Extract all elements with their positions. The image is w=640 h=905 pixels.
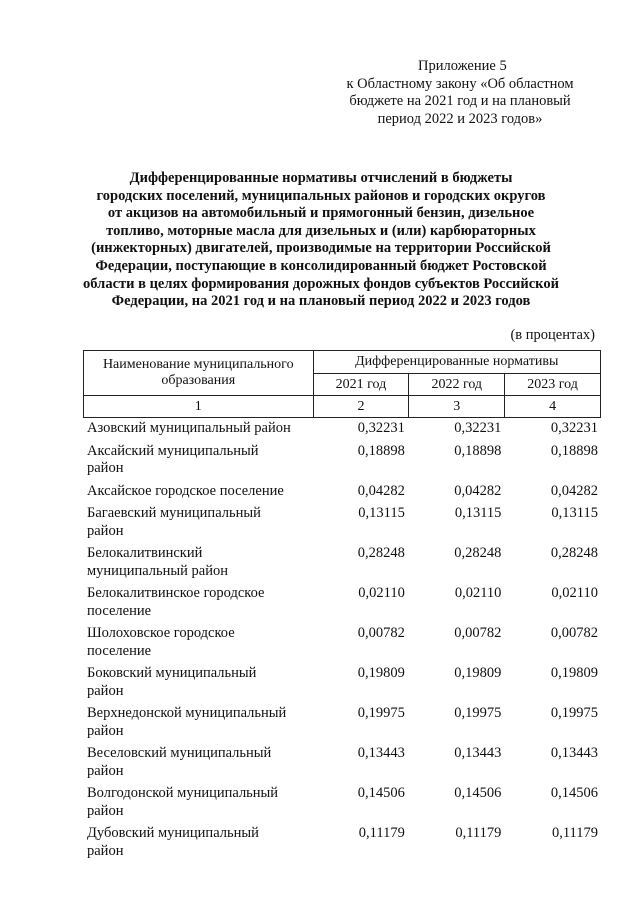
appendix-number: Приложение 5 bbox=[418, 58, 507, 74]
municipality-name bbox=[83, 825, 311, 865]
normative-value-2022: 0,32231 bbox=[454, 420, 502, 436]
municipality-name bbox=[83, 705, 311, 745]
municipality-name bbox=[83, 585, 311, 625]
municipality-name bbox=[83, 665, 311, 705]
col-number: 4 bbox=[505, 396, 601, 418]
appendix-line: период 2022 и 2023 годов» bbox=[377, 110, 543, 127]
municipality-name-line: район bbox=[87, 762, 124, 779]
table-row bbox=[83, 505, 601, 545]
normative-value-2021: 0,02110 bbox=[358, 585, 405, 601]
municipality-name-line: Белокалитвинский bbox=[87, 545, 203, 561]
municipality-name-line: Багаевский муниципальный bbox=[87, 505, 261, 521]
header-year-2023: 2023 год bbox=[505, 374, 601, 396]
normative-value-2023: 0,14506 bbox=[550, 785, 598, 801]
normative-value-2022: 0,13115 bbox=[454, 505, 502, 521]
document-title bbox=[78, 170, 564, 311]
header-name-cell bbox=[84, 351, 314, 396]
normative-value-2021: 0,18898 bbox=[357, 442, 405, 459]
municipality-name-line: Аксайский муниципальный bbox=[87, 442, 259, 459]
normative-value-2022: 0,02110 bbox=[454, 585, 502, 601]
col-number: 2 bbox=[313, 396, 409, 418]
normative-value-2021: 0,04282 bbox=[357, 482, 405, 499]
normative-value-2022: 0,19975 bbox=[454, 705, 502, 721]
table-row bbox=[83, 745, 601, 785]
municipality-name-line: Волгодонской муниципальный bbox=[87, 785, 279, 801]
normative-value-2022: 0,14506 bbox=[454, 785, 502, 801]
header-group-cell: Дифференцированные нормативы bbox=[313, 351, 600, 374]
normative-value-2023: 0,02110 bbox=[551, 585, 598, 601]
municipality-name-line: Боковский муниципальный bbox=[87, 665, 257, 681]
normative-value-2023: 0,13443 bbox=[550, 745, 598, 761]
title-line: области в целях формирования дорожных фондов субъектов Российской bbox=[83, 275, 559, 292]
col-number: 1 bbox=[84, 396, 314, 418]
table-row bbox=[83, 625, 601, 665]
table-row bbox=[83, 705, 601, 745]
municipality-name-line: район bbox=[87, 522, 124, 539]
table-row bbox=[83, 483, 601, 506]
municipality-name-line: район bbox=[87, 722, 124, 739]
normative-value-2022: 0,19809 bbox=[454, 665, 502, 681]
normative-value-2021: 0,11179 bbox=[358, 825, 405, 841]
table-body bbox=[83, 420, 601, 865]
normative-value-2021: 0,19809 bbox=[357, 665, 405, 681]
normative-value-2023: 0,28248 bbox=[550, 545, 598, 561]
table-header bbox=[83, 350, 601, 418]
municipality-name bbox=[83, 745, 311, 785]
col-number: 3 bbox=[409, 396, 505, 418]
header-year-2021: 2021 год bbox=[313, 374, 409, 396]
header-name-line: образования bbox=[161, 373, 236, 388]
normative-value-2023: 0,19809 bbox=[550, 665, 598, 681]
title-line: Федерации, на 2021 год и на плановый период 2022 и 2023 годов bbox=[111, 293, 531, 310]
units-label: (в процентах) bbox=[510, 327, 595, 343]
municipality-name-line: Белокалитвинское городское bbox=[87, 585, 265, 601]
normative-value-2023: 0,11179 bbox=[551, 825, 598, 841]
table-row bbox=[83, 545, 601, 585]
header-name-line: Наименование муниципального bbox=[102, 357, 294, 372]
municipality-name bbox=[83, 420, 311, 443]
normative-value-2022: 0,11179 bbox=[455, 825, 502, 841]
municipality-name-line: район bbox=[87, 460, 124, 476]
municipality-name bbox=[83, 443, 311, 483]
normative-value-2023: 0,13115 bbox=[551, 505, 598, 521]
normative-value-2022: 0,00782 bbox=[454, 625, 502, 641]
municipality-name bbox=[83, 625, 311, 665]
title-line: от акцизов на автомобильный и прямогонный бензин, дизельное bbox=[107, 205, 535, 222]
municipality-name-line: Дубовский муниципальный bbox=[87, 825, 259, 841]
municipality-name-line: Веселовский муниципальный bbox=[87, 745, 272, 761]
table-row bbox=[83, 443, 601, 483]
municipality-name-line: муниципальный район bbox=[87, 562, 228, 579]
municipality-name-line: Шолоховское городское bbox=[87, 625, 235, 641]
normative-value-2022: 0,28248 bbox=[454, 545, 502, 561]
title-line: Федерации, поступающие в консолидированный бюджет Ростовской bbox=[95, 257, 547, 274]
normative-value-2021: 0,13443 bbox=[357, 745, 405, 761]
appendix-block bbox=[330, 58, 590, 128]
municipality-name-line: район bbox=[87, 802, 124, 819]
table-row bbox=[83, 665, 601, 705]
normative-value-2022: 0,13443 bbox=[454, 745, 502, 761]
normative-value-2021: 0,00782 bbox=[357, 625, 405, 641]
normative-value-2023: 0,04282 bbox=[550, 482, 598, 499]
normative-value-2021: 0,13115 bbox=[358, 505, 405, 521]
municipality-name-line: район bbox=[87, 682, 124, 699]
table-row bbox=[83, 825, 601, 865]
municipality-name bbox=[83, 505, 311, 545]
normative-value-2023: 0,32231 bbox=[550, 420, 598, 436]
municipality-name-line: Верхнедонской муниципальный bbox=[87, 705, 287, 721]
normative-value-2022: 0,18898 bbox=[454, 442, 502, 459]
municipality-name bbox=[83, 785, 311, 825]
appendix-line: бюджете на 2021 год и на плановый bbox=[349, 93, 571, 109]
table-row bbox=[83, 585, 601, 625]
table-row bbox=[83, 785, 601, 825]
title-line: городских поселений, муниципальных районов и городских округов bbox=[96, 187, 546, 204]
title-line: топливо, моторные масла для дизельных и (или) карбюраторных bbox=[106, 222, 536, 239]
normative-value-2022: 0,04282 bbox=[454, 482, 502, 499]
header-year-2022: 2022 год bbox=[409, 374, 505, 396]
normative-value-2023: 0,19975 bbox=[550, 705, 598, 721]
normative-value-2021: 0,32231 bbox=[357, 420, 405, 436]
normative-value-2021: 0,19975 bbox=[357, 705, 405, 721]
municipality-name-line: Азовский муниципальный район bbox=[87, 420, 291, 436]
normative-value-2021: 0,14506 bbox=[357, 785, 405, 801]
title-line: Дифференцированные нормативы отчислений в бюджеты bbox=[129, 170, 513, 186]
municipality-name-line: поселение bbox=[87, 642, 152, 659]
municipality-name-line: район bbox=[87, 842, 124, 859]
table-row bbox=[83, 420, 601, 443]
normative-value-2021: 0,28248 bbox=[357, 545, 405, 561]
normative-value-2023: 0,18898 bbox=[550, 442, 598, 459]
appendix-line: к Областному закону «Об областном bbox=[346, 75, 574, 92]
municipality-name-line: Аксайское городское поселение bbox=[87, 482, 284, 499]
municipality-name bbox=[83, 483, 311, 506]
municipality-name-line: поселение bbox=[87, 602, 152, 619]
title-line: (инжекторных) двигателей, производимые на территории Российской bbox=[91, 240, 551, 257]
normative-value-2023: 0,00782 bbox=[550, 625, 598, 641]
municipality-name bbox=[83, 545, 311, 585]
